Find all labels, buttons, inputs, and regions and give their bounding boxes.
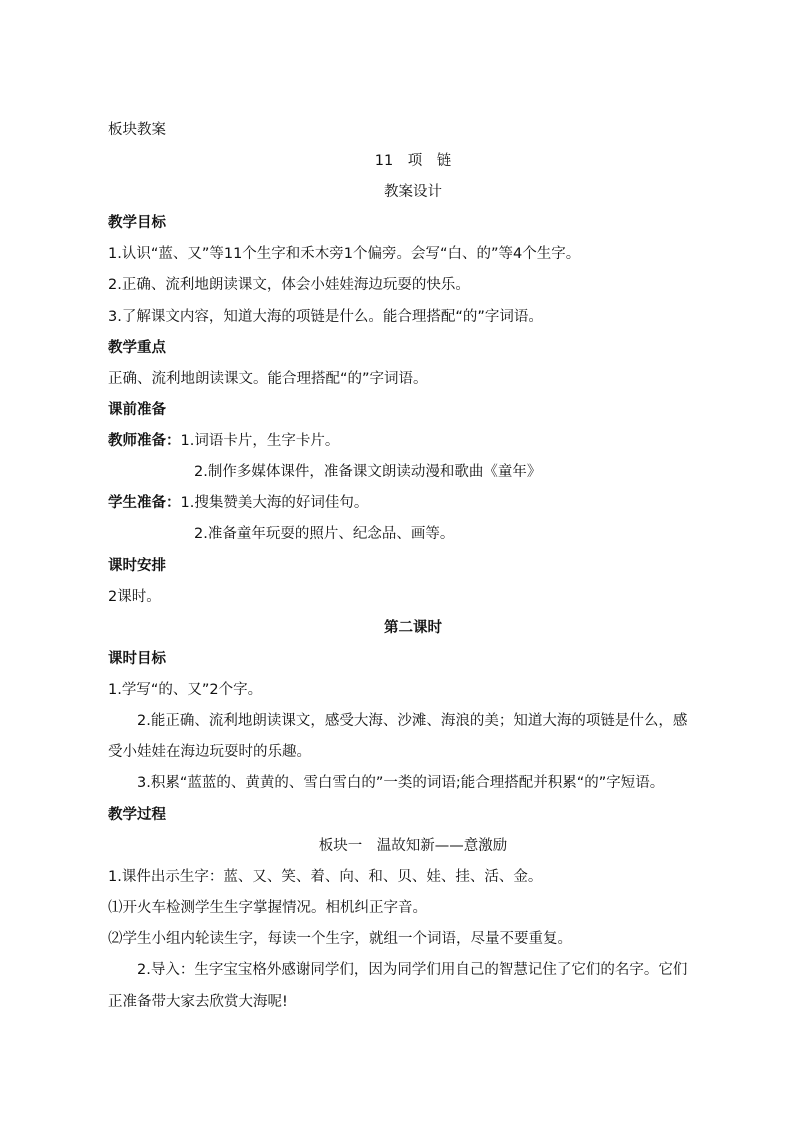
second-lesson-title: 第二课时 [384, 620, 442, 636]
prep-heading: 课前准备 [108, 402, 166, 418]
process-step: 2.导入：生字宝宝格外感谢同学们，因为同学们用自己的智慧记住了它们的名字。它们 [137, 962, 688, 978]
block-one-title: 板块一 温故知新——意激励 [318, 838, 508, 854]
key-points-text: 正确、流利地朗读课文。能合理搭配“的”字词语。 [108, 371, 428, 387]
objective-item: 1.认识“蓝、又”等11个生字和禾木旁1个偏旁。会写“白、的”等4个生字。 [108, 246, 581, 262]
lesson-goal-item-continued: 受小娃娃在海边玩耍时的乐趣。 [108, 744, 311, 760]
teacher-prep-item: 2.制作多媒体课件，准备课文朗读动漫和歌曲《童年》 [194, 464, 542, 480]
schedule-heading: 课时安排 [108, 558, 166, 574]
process-step: 1.课件出示生字：蓝、又、笑、着、向、和、贝、娃、挂、活、金。 [108, 869, 543, 885]
lesson-goal-item: 3.积累“蓝蓝的、黄黄的、雪白雪白的”一类的词语;能合理搭配并积累“的”字短语。 [137, 775, 665, 791]
objective-item: 3.了解课文内容，知道大海的项链是什么。能合理搭配“的”字词语。 [108, 309, 543, 325]
process-substep: ⑴开火车检测学生生字掌握情况。相机纠正字音。 [108, 900, 427, 916]
lesson-title: 11 项 链 [374, 153, 452, 169]
design-title: 教案设计 [384, 184, 442, 200]
teacher-prep-label: 教师准备： [108, 433, 181, 449]
objectives-heading: 教学目标 [108, 215, 166, 231]
student-prep-item: 2.准备童年玩耍的照片、纪念品、画等。 [194, 526, 455, 542]
lesson-goal-item: 1.学写“的、又”2个字。 [108, 682, 263, 698]
process-heading: 教学过程 [108, 807, 166, 823]
objective-item: 2.正确、流利地朗读课文，体会小娃娃海边玩耍的快乐。 [108, 277, 470, 293]
student-prep-label: 学生准备： [108, 495, 181, 511]
student-prep-item: 1.搜集赞美大海的好词佳句。 [180, 495, 369, 511]
lesson-goal-item: 2.能正确、流利地朗读课文，感受大海、沙滩、海浪的美；知道大海的项链是什么，感 [137, 713, 688, 729]
process-step-continued: 正准备带大家去欣赏大海呢! [108, 994, 288, 1010]
lesson-goals-heading: 课时目标 [108, 651, 166, 667]
teacher-prep-row [108, 431, 718, 451]
teacher-prep-item: 1.词语卡片，生字卡片。 [180, 433, 340, 449]
process-substep: ⑵学生小组内轮读生字，每读一个生字，就组一个词语，尽量不要重复。 [108, 931, 572, 947]
document-header: 板块教案 [108, 122, 166, 138]
student-prep-row [108, 493, 718, 513]
key-points-heading: 教学重点 [108, 340, 166, 356]
schedule-text: 2课时。 [108, 589, 161, 605]
